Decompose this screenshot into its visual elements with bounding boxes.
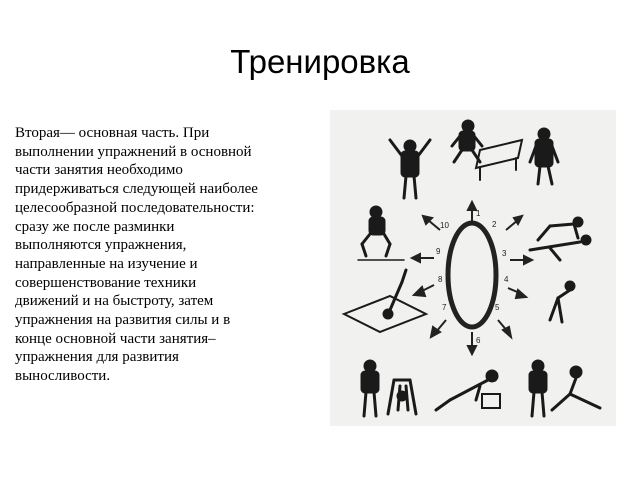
athlete-figure bbox=[452, 121, 482, 162]
athlete-figure bbox=[538, 218, 582, 240]
athlete-figure bbox=[384, 270, 406, 318]
station-number: 1 bbox=[476, 209, 481, 218]
slide-body-text: Вторая— основная часть. При выполнении упражнений в основной части занятия необходимо придерживаться следующей наиболее целесообразной последовательности: сразу же после разминки выполняются упражнения, направленные на изучение и совершенствование техники движений и на быстроту, затем упражнения на развития силы и в конце основной части занятия– упражнения для развития выносливости. bbox=[15, 125, 258, 385]
station-arrows bbox=[412, 202, 532, 354]
athlete-figure bbox=[362, 361, 378, 416]
station-number: 3 bbox=[502, 249, 507, 258]
athlete-figure bbox=[362, 207, 390, 256]
station-number: 2 bbox=[492, 220, 497, 229]
oval-track bbox=[448, 223, 496, 327]
athlete-figures bbox=[344, 121, 600, 416]
circuit-training-illustration bbox=[330, 110, 616, 426]
athlete-figure bbox=[390, 140, 430, 198]
station-number: 5 bbox=[495, 303, 500, 312]
athlete-figure bbox=[388, 380, 416, 414]
athlete-figure bbox=[436, 371, 497, 410]
station-number: 10 bbox=[440, 221, 449, 230]
station-number: 4 bbox=[504, 275, 509, 284]
athlete-figure bbox=[530, 361, 546, 416]
circuit-diagram bbox=[330, 110, 616, 426]
station-number: 8 bbox=[438, 275, 443, 284]
step-block bbox=[482, 394, 500, 408]
athlete-figure bbox=[552, 367, 600, 410]
station-number: 6 bbox=[476, 336, 481, 345]
station-number: 9 bbox=[436, 247, 441, 256]
station-number: 7 bbox=[442, 303, 447, 312]
athlete-figure bbox=[550, 282, 574, 322]
athlete-figure bbox=[530, 129, 558, 184]
slide-title: Тренировка bbox=[230, 43, 410, 80]
